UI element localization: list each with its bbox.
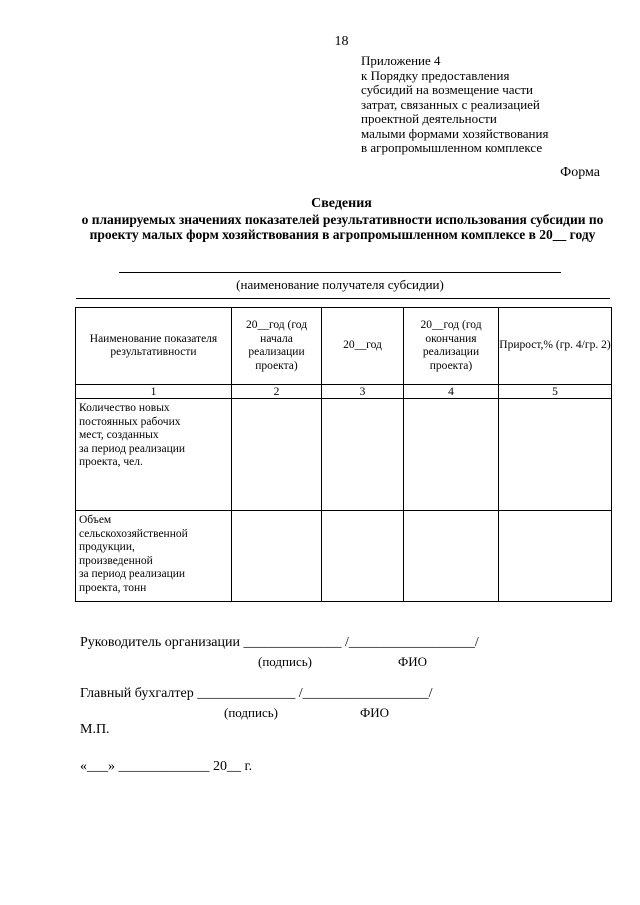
recipient-name-line[interactable] [119,272,561,273]
column-number: 4 [404,385,499,399]
value-cell[interactable] [322,511,404,602]
header-indicator-name: Наименование показателя результативности [76,308,232,385]
column-number: 3 [322,385,404,399]
director-name-caption: ФИО [398,654,428,669]
label-line: сельскохозяйственной [79,527,188,540]
accountant-sign-caption: (подпись) [224,705,278,720]
header-end-year: 20__год (год окончания реализации проекта) [404,308,499,385]
indicator-label-production [76,511,232,602]
label-line: за период реализации [79,568,186,580]
date-line[interactable]: «___» _____________ 20__ г. [80,759,253,774]
appendix-line: малыми формами хозяйствования [361,125,549,141]
label-line: проекта, тонн [79,581,147,594]
table-row [76,399,612,511]
column-number: 2 [232,385,322,399]
separator-line [76,298,610,299]
appendix-line: затрат, связанных с реализацией [361,96,540,112]
column-number: 1 [76,385,232,399]
indicator-label-jobs [76,399,232,511]
label-line: Объем [79,514,112,526]
value-cell[interactable] [499,511,612,602]
form-label: Форма [560,165,600,180]
label-line: проекта, чел. [79,456,143,468]
recipient-caption: (наименование получателя субсидии) [236,277,444,292]
value-cell[interactable] [232,511,322,602]
accountant-signature-line[interactable]: Главный бухгалтер ______________ /__________________/ [80,686,433,701]
column-number: 5 [499,385,612,399]
appendix-line: проектной деятельности [361,111,497,126]
document-subtitle: о планируемых значениях показателей результативности использования субсидии по проекту малых форм хозяйствования в агропромышленном комплексе в 20__ году [81,212,604,242]
value-cell[interactable] [232,399,322,511]
stamp-label: М.П. [80,722,110,737]
header-growth: Прирост,% (гр. 4/гр. 2) [499,308,612,385]
header-middle-year: 20__год [322,308,404,385]
header-start-year: 20__год (год начала реализации проекта) [232,308,322,385]
label-line: мест, созданных [79,429,159,441]
table-row [76,511,612,602]
document-title: Сведения [311,196,372,211]
column-numbers-row [76,385,612,399]
page-number: 18 [334,34,349,49]
label-line: произведенной [79,554,153,567]
value-cell[interactable] [499,399,612,511]
label-line: за период реализации [79,442,186,455]
value-cell[interactable] [404,399,499,511]
appendix-line: Приложение 4 [361,53,441,68]
appendix-line: в агропромышленном комплексе [361,140,543,155]
table-header-row [76,308,612,385]
indicators-table [75,307,612,602]
value-cell[interactable] [322,399,404,511]
appendix-reference [361,54,548,156]
label-line: постоянных рабочих [79,415,181,428]
appendix-line: к Порядку предоставления [361,67,510,83]
accountant-name-caption: ФИО [360,705,390,720]
director-sign-caption: (подпись) [258,654,312,669]
label-line: продукции, [79,541,135,553]
appendix-line: субсидий на возмещение части [361,82,533,97]
value-cell[interactable] [404,511,499,602]
director-signature-line[interactable]: Руководитель организации ______________ /__________________/ [80,635,479,650]
label-line: Количество новых [79,402,170,414]
